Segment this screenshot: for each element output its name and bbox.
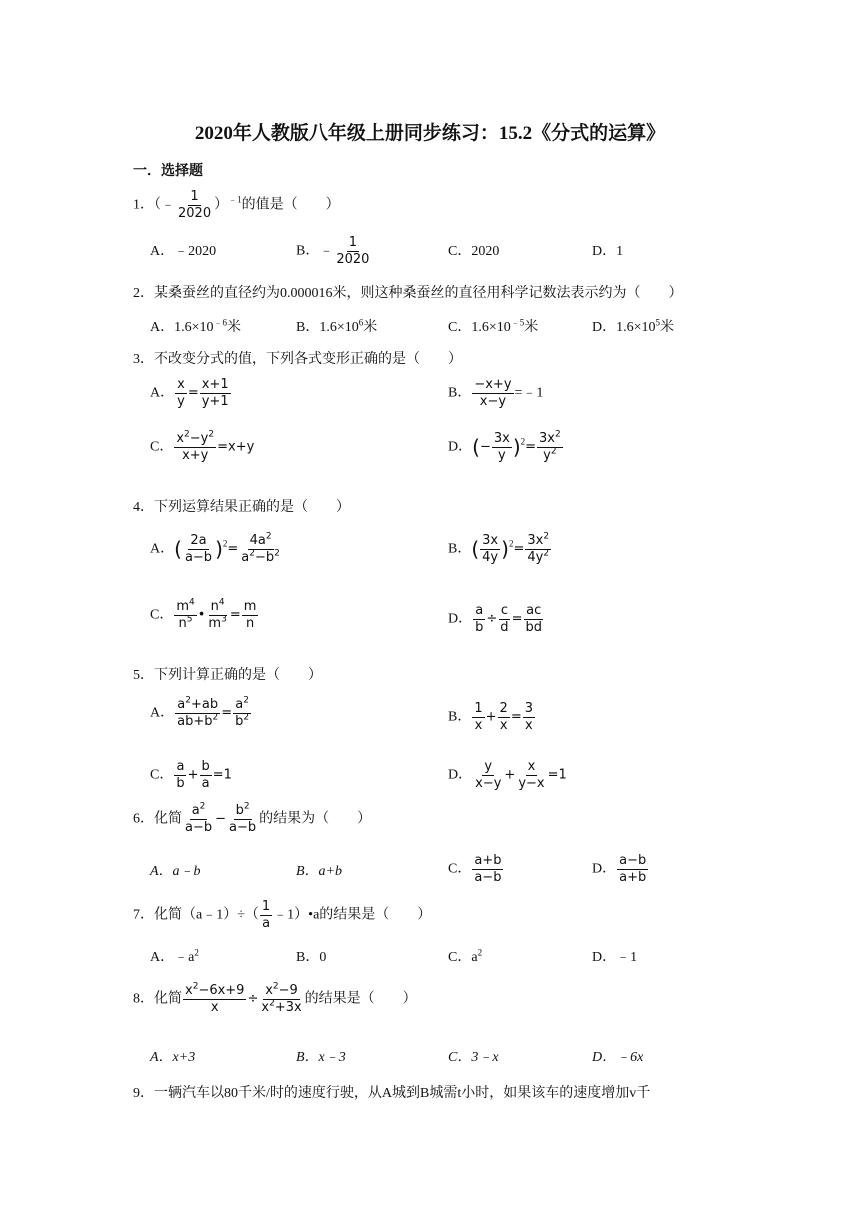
q4-option-c [150, 597, 259, 631]
q4-c-n1-sup: 4 [189, 597, 195, 608]
q5-d-op: + [504, 767, 516, 783]
q2-c-unit: 米 [524, 320, 539, 335]
section-heading: 一．选择题 [133, 164, 203, 179]
q4-c-eq: = [229, 607, 241, 623]
q4-b-n2-sup: 2 [543, 531, 550, 542]
q5-a-label: A． [150, 705, 175, 721]
q4-a-d2-sup1: 2 [249, 548, 255, 559]
q5-a-n1-sup: 2 [185, 695, 191, 706]
q4-c-d1 [177, 616, 195, 631]
q3-d-sign: − [479, 439, 491, 455]
q2-b-exp: 6 [358, 317, 364, 328]
q5-a-d1 [175, 714, 220, 729]
q3-c-rhs: =x+y [217, 439, 255, 455]
q1-stem-b: ） [214, 197, 229, 213]
q4-d-d2: d [500, 619, 509, 635]
q1-b-num: 1 [348, 235, 358, 250]
q3-c-d: x+y [182, 447, 209, 463]
q6-c-d: a−b [474, 869, 502, 885]
q4-a-label: A． [150, 541, 175, 557]
q5-a-d2-sup: 2 [243, 712, 250, 723]
q8-n2-b: −9 [278, 983, 298, 998]
q5-a-d1-sup: 2 [212, 712, 219, 723]
q4-c-n2-sup: 4 [218, 597, 225, 608]
q3-d-rparen: ) [512, 435, 521, 460]
q1-frac-num: 1 [190, 189, 199, 204]
q4-c-frac1 [174, 597, 196, 631]
q4-b-frac2 [525, 531, 551, 565]
q4-d-n1: a [475, 603, 484, 618]
q2-option-c [448, 316, 538, 336]
q8-d2-b: +3x [274, 999, 302, 1015]
q5-d-label: D． [448, 767, 473, 783]
q4-c-n1-text: m [176, 599, 190, 614]
q1-option-a: A．﹣2020 [150, 244, 217, 259]
q4-b-label: B． [448, 541, 472, 557]
q6-frac2 [227, 801, 258, 835]
q2-d-exp: 5 [655, 317, 661, 328]
question-4: 4．下列运算结果正确的是（ ） [133, 500, 350, 515]
q1-b-sign: ﹣ [319, 243, 334, 259]
question-9: 9．一辆汽车以80千米/时的速度行驶，从A城到B城需t小时，如果该车的速度增加v千 [133, 1086, 651, 1101]
q2-c-base: C．1.6×10 [448, 320, 511, 335]
q5-c-d1: b [176, 775, 185, 791]
q6-c-frac [472, 854, 503, 884]
q5-c-frac1 [174, 760, 186, 790]
q8-a-text: A．x+3 [150, 1050, 196, 1065]
q3-a-frac1 [175, 378, 187, 408]
q4-d-eq: = [511, 611, 523, 627]
q4-b-d1: 4y [482, 549, 499, 565]
question-7 [133, 900, 431, 930]
q6-n2-sup: 2 [243, 801, 250, 812]
q8-frac1 [183, 981, 246, 1015]
q6-option-b [296, 860, 342, 880]
q3-d-d2-text: y [543, 447, 551, 463]
page-title: 2020年人教版八年级上册同步练习：15.2《分式的运算》 [194, 123, 666, 144]
q4-a-d2-b: −b [254, 549, 275, 565]
q3-d-frac1 [492, 432, 512, 462]
q4-c-d1-text: n [178, 615, 187, 631]
q4-b-exp: 2 [508, 538, 514, 549]
q5-b-eq: = [510, 709, 522, 725]
q6-d-label: D． [592, 861, 617, 877]
q3-a-frac2 [200, 378, 231, 408]
q4-d-frac1 [473, 604, 485, 634]
q4-c-frac2 [206, 597, 228, 631]
q5-option-a [150, 695, 252, 729]
q5-a-n1 [175, 695, 220, 714]
q8-stem-a: 8．化简 [133, 991, 182, 1007]
q7-option-d: D．﹣1 [592, 950, 638, 965]
q4-a-d2-a: a [241, 549, 250, 565]
q3-a-label: A． [150, 385, 175, 401]
q3-b-frac [472, 378, 513, 408]
q4-a-frac2 [239, 531, 282, 565]
q4-b-eq: = [513, 541, 525, 557]
q6-d-n: a−b [619, 853, 647, 868]
q6-d-d: a+b [619, 869, 647, 885]
q8-option-c [448, 1046, 499, 1066]
q6-option-d [592, 854, 649, 884]
q3-a-n2: x+1 [201, 377, 229, 392]
q4-a-d1: a−b [184, 549, 213, 565]
q4-c-n2 [209, 597, 227, 616]
q5-option-d [448, 760, 567, 790]
q6-b-text: B．a+b [296, 864, 342, 879]
q6-n2 [234, 801, 252, 820]
question-1 [133, 190, 340, 220]
q4-d-op: ÷ [486, 611, 498, 627]
q4-c-d2-sup: 3 [221, 614, 227, 625]
q1-option-d: D．1 [592, 244, 624, 259]
q5-a-n2 [233, 695, 251, 714]
q3-d-n2 [537, 429, 563, 448]
q4-b-frac1 [480, 534, 500, 564]
q8-n2-sup: 2 [272, 981, 279, 992]
q4-b-n2 [525, 531, 551, 550]
q4-a-d2-sup2: 2 [274, 548, 280, 559]
q7-a-exp: 2 [194, 947, 199, 958]
q8-stem-b: 的结果是（ ） [304, 991, 417, 1007]
q5-d-d2: y−x [518, 775, 545, 791]
q8-d2-a: x [261, 999, 270, 1015]
q4-a-exp: 2 [222, 538, 228, 549]
q8-d2 [259, 1000, 303, 1015]
q5-d-frac1 [473, 760, 503, 790]
q5-a-d2-text: b [235, 713, 244, 729]
q5-a-n2-text: a [235, 697, 244, 712]
q2-a-exp: ﹣6 [213, 317, 228, 328]
q5-b-d3: x [525, 717, 533, 733]
q5-c-op: + [187, 767, 199, 783]
q4-b-d2 [525, 550, 551, 565]
q6-stem-b: 的结果为（ ） [259, 811, 372, 827]
q6-option-a [150, 860, 201, 880]
q4-c-n3: m [243, 599, 257, 614]
q4-c-dot: • [197, 607, 206, 623]
q5-c-frac2 [200, 760, 212, 790]
q4-d-n3: ac [526, 603, 542, 618]
q6-d1: a−b [185, 819, 213, 835]
q4-b-n2-text: 3x [527, 533, 544, 548]
q1-option-c: C．2020 [448, 244, 500, 259]
q5-c-n1: a [176, 759, 185, 774]
q4-c-frac3 [242, 600, 259, 630]
q5-b-n2: 2 [499, 701, 508, 716]
q8-n1-sup: 2 [192, 981, 199, 992]
q4-a-n2-text: 4a [249, 533, 266, 548]
q7-c-exp: 2 [477, 947, 483, 958]
q5-b-label: B． [448, 709, 472, 725]
q4-c-d2-text: m [208, 615, 222, 631]
q6-op: − [215, 811, 227, 827]
q6-frac1 [183, 801, 214, 835]
q5-option-b [448, 702, 536, 732]
q5-a-frac2 [233, 695, 251, 729]
q3-option-d [448, 429, 564, 463]
q4-c-d1-sup: 5 [186, 614, 193, 625]
q5-b-frac3 [523, 702, 535, 732]
q6-option-c [448, 854, 504, 884]
q5-d-rhs: =1 [547, 767, 567, 783]
q5-b-frac2 [498, 702, 510, 732]
q8-n2-a: x [265, 983, 273, 998]
q7-c-base: C．a [448, 950, 478, 965]
q3-d-n2-sup: 2 [555, 429, 561, 440]
q5-b-frac1 [472, 702, 484, 732]
q6-n1-sup: 2 [199, 801, 206, 812]
q2-d-base: D．1.6×10 [592, 320, 656, 335]
q5-d-n2: x [527, 759, 536, 774]
q5-c-n2: b [201, 759, 210, 774]
q3-a-d1: y [177, 393, 185, 409]
q5-a-d2 [233, 714, 251, 729]
q5-b-d1: x [474, 717, 483, 733]
q3-a-d2: y+1 [201, 393, 229, 409]
q7-stem-a: 7．化简（a﹣1）÷（ [133, 907, 259, 923]
q3-d-exp: 2 [520, 436, 526, 447]
q5-a-eq: = [221, 705, 233, 721]
q4-a-eq: = [227, 541, 239, 557]
q8-n1-a: x [185, 983, 193, 998]
q8-op: ÷ [247, 991, 259, 1007]
q1-exponent: ﹣1 [228, 194, 242, 205]
q2-option-b [296, 316, 377, 336]
q2-a-base: A．1.6×10 [150, 320, 214, 335]
q4-option-b: B．( $\frac{3x}{4y}$ )$^2$= $\frac{3x^2}{4y^2}$ [448, 531, 550, 565]
q3-d-n2-text: 3x [539, 431, 555, 446]
q4-a-frac1 [183, 534, 214, 564]
q3-d-d1: y [497, 447, 506, 463]
q6-c-label: C． [448, 861, 472, 877]
q3-c-n-mid: −y [189, 431, 209, 446]
q4-option-a: A．( $\frac{2a}{a-b}$ )$^2$= $\frac{4a^2}{a^2-b^2}$ [150, 531, 280, 565]
q5-d-d1: x−y [475, 775, 502, 791]
q3-c-n-sup2: 2 [208, 429, 215, 440]
q5-c-rhs: =1 [212, 767, 232, 783]
q4-d-frac3 [523, 604, 544, 634]
q5-a-n2-sup: 2 [243, 695, 249, 706]
q1-fraction [176, 190, 213, 220]
q1-stem-a: 1．（﹣ [133, 197, 175, 213]
q4-b-d2-text: 4y [527, 549, 544, 565]
q3-b-label: B． [448, 385, 472, 401]
q3-d-d2 [541, 448, 558, 463]
q4-a-n2-sup: 2 [265, 531, 272, 542]
q5-a-frac1 [175, 695, 220, 729]
q3-d-label: D． [448, 439, 473, 455]
question-8 [133, 981, 417, 1015]
question-5: 5．下列计算正确的是（ ） [133, 668, 322, 683]
q3-b-n: −x+y [474, 377, 512, 392]
q5-a-d1-a: ab+b [177, 713, 213, 729]
q8-option-b [296, 1046, 346, 1066]
q2-c-exp: ﹣5 [510, 317, 525, 328]
q4-d-n2: c [500, 603, 508, 618]
q3-a-n1: x [177, 377, 185, 392]
q4-a-n2 [248, 531, 274, 550]
q3-c-frac [174, 429, 216, 463]
q4-c-n1 [174, 597, 196, 616]
q3-d-eq: = [525, 439, 537, 455]
q6-n1-text: a [191, 803, 200, 818]
q7-stem-b: ﹣1）•a的结果是（ ） [273, 907, 432, 923]
q1-b-den: 2020 [336, 251, 370, 267]
q5-option-c [150, 760, 232, 790]
q4-d-d1: b [475, 619, 484, 635]
q5-a-n1-a: a [177, 697, 186, 712]
q2-option-a [150, 316, 241, 336]
q7-a-base: A．﹣a [150, 950, 195, 965]
q4-a-n1: 2a [190, 533, 207, 548]
q8-d2-sup: 2 [269, 998, 275, 1009]
q3-option-a [150, 378, 232, 408]
q8-n1 [183, 981, 246, 1000]
q8-d1: x [210, 999, 219, 1015]
q8-d-text: D．﹣6x [592, 1050, 644, 1065]
q4-c-d2 [206, 616, 228, 631]
q8-option-d [592, 1046, 643, 1066]
q6-stem-a: 6．化简 [133, 811, 182, 827]
q8-option-a [150, 1046, 195, 1066]
q8-frac2 [259, 981, 303, 1015]
q5-c-label: C． [150, 767, 174, 783]
q4-b-n1: 3x [482, 533, 499, 548]
q5-d-frac2 [516, 760, 546, 790]
q4-a-d2 [239, 550, 282, 565]
q5-b-n3: 3 [524, 701, 533, 716]
q7-option-a [150, 946, 199, 966]
question-6 [133, 801, 372, 835]
q6-c-n: a+b [474, 853, 502, 868]
q8-b-text: B．x﹣3 [296, 1050, 346, 1065]
q1-b-fraction [334, 236, 371, 266]
q5-b-d2: x [499, 717, 508, 733]
q7-fraction [260, 900, 272, 930]
q7-frac-num: 1 [261, 899, 271, 914]
q7-frac-den: a [262, 915, 271, 931]
q3-d-lparen: ( [472, 435, 480, 460]
q8-n2 [263, 981, 300, 1000]
q2-option-d [592, 316, 674, 336]
q4-option-d [448, 604, 545, 634]
q4-c-label: C． [150, 607, 174, 623]
q6-d-frac [617, 854, 648, 884]
q8-n1-b: −6x+9 [198, 983, 245, 998]
q1-option-b [296, 236, 372, 266]
q2-b-unit: 米 [363, 320, 378, 335]
q6-n1 [190, 801, 208, 820]
q3-d-d2-sup: 2 [550, 446, 557, 457]
q7-option-c [448, 946, 482, 966]
q5-b-op: + [485, 709, 497, 725]
q3-option-c [150, 429, 255, 463]
q4-c-d3: n [245, 615, 255, 631]
q3-c-n-x: x [176, 431, 185, 446]
q4-d-frac2 [498, 604, 510, 634]
q6-d2: a−b [229, 819, 257, 835]
q5-a-n1-b: +ab [190, 697, 219, 712]
q3-c-n [174, 429, 216, 448]
q3-d-n1: 3x [493, 431, 510, 446]
q1-frac-den: 2020 [178, 205, 212, 221]
q3-c-n-sup1: 2 [184, 429, 190, 440]
q3-option-b [448, 378, 543, 408]
q6-n2-text: b [235, 803, 244, 818]
q1-b-label: B． [296, 243, 320, 259]
q5-b-n1: 1 [474, 701, 483, 716]
q6-a-text: A．a﹣b [150, 864, 201, 879]
q4-c-n2-text: n [210, 599, 219, 614]
q1-stem-c: 的值是（ ） [241, 197, 340, 213]
q8-c-text: C．3﹣x [448, 1050, 499, 1065]
q2-a-unit: 米 [227, 320, 242, 335]
q2-d-unit: 米 [660, 320, 675, 335]
question-2: 2．某桑蚕丝的直径约为0.000016米，则这种桑蚕丝的直径用科学记数法表示约为（ ） [133, 286, 683, 301]
q3-b-rhs: =﹣1 [514, 385, 544, 401]
q3-b-d: x−y [479, 393, 507, 409]
q3-a-eq: = [187, 385, 199, 401]
q5-d-n1: y [484, 759, 493, 774]
q4-d-label: D． [448, 611, 473, 627]
q3-c-label: C． [150, 439, 174, 455]
q4-b-d2-sup: 2 [543, 548, 550, 559]
q7-option-b: B．0 [296, 950, 327, 965]
q4-d-d3: bd [525, 619, 542, 635]
q2-b-base: B．1.6×10 [296, 320, 359, 335]
q5-c-d2: a [201, 775, 210, 791]
question-3: 3．不改变分式的值，下列各式变形正确的是（ ） [133, 352, 462, 367]
q3-d-frac2 [537, 429, 563, 463]
